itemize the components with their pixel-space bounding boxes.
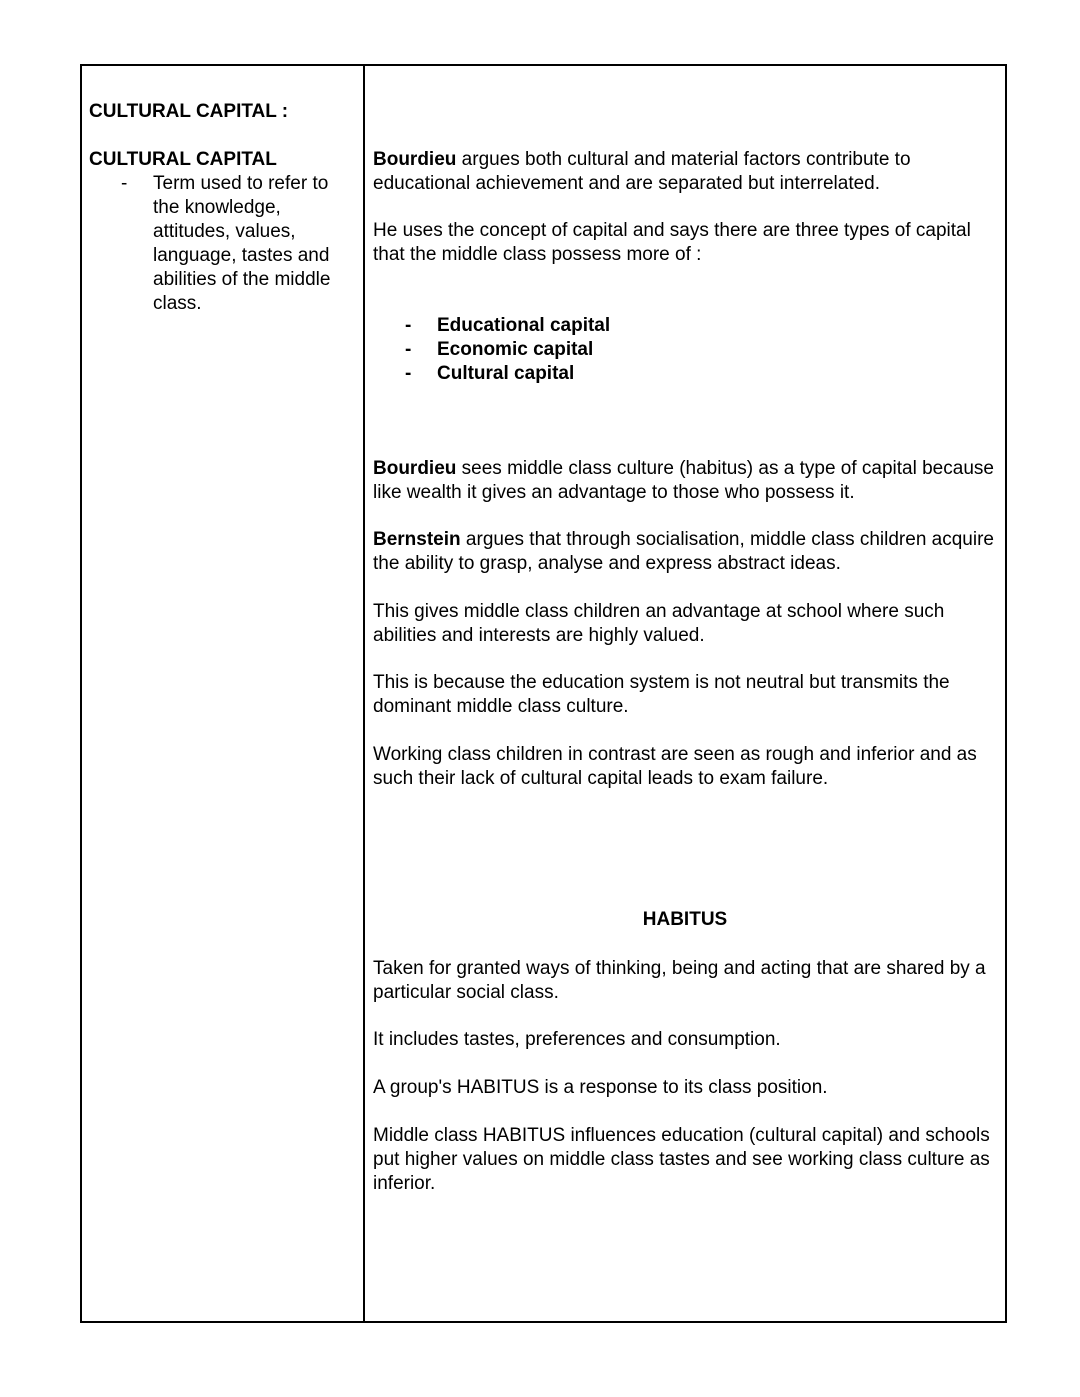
left-column: [82, 66, 365, 1321]
paragraph-advantage: This gives middle class children an advantage at school where such abilities and interests are highly valued.: [373, 601, 945, 646]
paragraph-bourdieu-argues: [373, 148, 997, 196]
bullet-dash: -: [405, 315, 412, 336]
paragraph-text: sees middle class culture (habitus) as a type of capital because like wealth it gives an advantage to those who possess it.: [373, 458, 994, 503]
section-heading: CULTURAL CAPITAL :: [89, 101, 289, 122]
paragraph-working-class: Working class children in contrast are seen as rough and inferior and as such their lack of cultural capital leads to exam failure.: [373, 744, 977, 789]
term-heading: CULTURAL CAPITAL: [89, 149, 277, 170]
capital-type-label: Cultural capital: [437, 363, 575, 384]
paragraph-bernstein: [373, 528, 997, 576]
author-name: Bourdieu: [373, 149, 457, 170]
bullet-dash: -: [405, 339, 412, 360]
habitus-heading: HABITUS: [642, 909, 728, 930]
list-item: [373, 362, 610, 386]
paragraph-bourdieu-habitus: [373, 457, 997, 505]
right-column: [365, 66, 1005, 1321]
paragraph-text: argues both cultural and material factors contribute to educational achievement and are separated but interrelated.: [373, 149, 911, 194]
list-item: [373, 338, 610, 362]
capital-type-label: Economic capital: [437, 339, 594, 360]
paragraph-habitus-influence: Middle class HABITUS influences education (cultural capital) and schools put higher values on middle class tastes and see working class culture as inferior.: [373, 1125, 990, 1194]
paragraph-education-system: This is because the education system is not neutral but transmits the dominant middle class culture.: [373, 672, 950, 717]
author-name: Bourdieu: [373, 458, 457, 479]
notes-table: [80, 64, 1007, 1323]
list-item: [89, 172, 359, 316]
paragraph-capital-concept: He uses the concept of capital and says there are three types of capital that the middle class possess more of :: [373, 220, 971, 265]
list-item: [373, 314, 610, 338]
author-name: Bernstein: [373, 529, 461, 550]
term-definition: Term used to refer to the knowledge, attitudes, values, language, tastes and abilities of the middle class.: [153, 173, 331, 314]
paragraph-habitus-definition: Taken for granted ways of thinking, being and acting that are shared by a particular social class.: [373, 958, 986, 1003]
paragraph-text: argues that through socialisation, middle class children acquire the ability to grasp, analyse and express abstract ideas.: [373, 529, 994, 574]
paragraph-habitus-response: A group's HABITUS is a response to its class position.: [373, 1077, 828, 1098]
capital-type-label: Educational capital: [437, 315, 611, 336]
term-definition-list: [89, 172, 359, 316]
bullet-dash: -: [121, 173, 128, 194]
capital-types-list: [373, 314, 610, 386]
bullet-dash: -: [405, 363, 412, 384]
paragraph-habitus-tastes: It includes tastes, preferences and consumption.: [373, 1029, 781, 1050]
